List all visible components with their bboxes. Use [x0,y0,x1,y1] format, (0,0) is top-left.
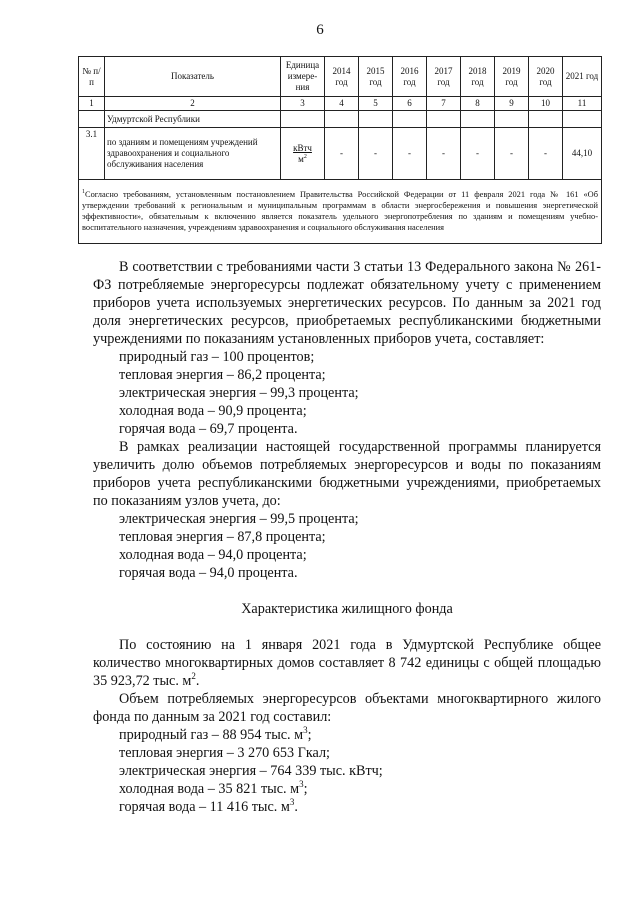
list-item: электрическая энергия – 99,3 процента; [119,385,359,401]
column-number: 10 [529,97,563,111]
table-footnote-row [79,180,602,244]
paragraph-housing [93,636,601,690]
list-item-text: тепловая энергия – 3 270 653 Гкал; [119,745,330,761]
list-item: природный газ – 100 процентов; [119,349,315,365]
table-section-row [79,111,602,128]
list-item: горячая вода – 94,0 процента. [119,565,298,581]
unit-denominator: м [298,153,304,164]
column-number: 2 [105,97,281,111]
volume-sup: 3 [289,797,295,807]
row-num: 3.1 [79,128,105,180]
column-number: 6 [393,97,427,111]
list-item: холодная вода – 94,0 процента; [119,547,307,563]
unit-numerator: кВтч [293,142,312,153]
column-numbers-row [79,97,602,111]
empty-cell [281,111,325,128]
section-title: Удмуртской Республики [105,111,281,128]
row-value: - [325,128,359,180]
empty-cell [495,111,529,128]
spacer [93,582,601,600]
body-text [93,258,601,816]
table-row [79,128,602,180]
header-year: 2017 год [427,57,461,97]
row-value: - [495,128,529,180]
paragraph-metering: В соответствии с требованиями части 3 статьи 13 Федерального закона № 261-ФЗ потребляемые энергоресурсы подлежат обязательному учету с применением приборов учета используемых энергетических ресурсов. По данным за 2021 год доля энергетических ресурсов, приобретаемых республиканскими бюджетными учреждениями по показаниям установленных приборов учета, составляет: [93,259,601,347]
column-number: 9 [495,97,529,111]
header-year: 2015 год [359,57,393,97]
empty-cell [325,111,359,128]
row-value: - [393,128,427,180]
indicators-table [78,56,602,244]
column-number: 8 [461,97,495,111]
list-item: тепловая энергия – 87,8 процента; [119,529,326,545]
row-unit [281,128,325,180]
list-item-text: холодная вода – 35 821 тыс. м [119,781,300,797]
list-item: электрическая энергия – 99,5 процента; [119,511,359,527]
empty-cell [563,111,602,128]
section-num-cell [79,111,105,128]
header-year: 2021 год [563,57,602,97]
column-number: 4 [325,97,359,111]
spacer [93,618,601,636]
list-item-end: ; [303,781,308,797]
column-number: 11 [563,97,602,111]
row-value: - [529,128,563,180]
column-number: 3 [281,97,325,111]
housing-text: По состоянию на 1 января 2021 года в Удмуртской Республике общее количество многоквартирных домов составляет 8 742 единицы с общей площадью 35 923,72 тыс. м [93,637,601,689]
list-item: тепловая энергия – 86,2 процента; [119,367,326,383]
list-item-text: электрическая энергия – 764 339 тыс. кВтч; [119,763,383,779]
list-item [93,744,601,762]
page-number: 6 [316,22,324,38]
list-item [93,726,601,744]
header-year: 2019 год [495,57,529,97]
area-sup: 2 [191,671,196,681]
housing-end: . [195,673,200,689]
empty-cell [529,111,563,128]
list-item-text: горячая вода – 11 416 тыс. м [119,799,290,815]
row-value: 44,10 [563,128,602,180]
footnote-text: Согласно требованиям, установленным постановлением Правительства Российской Федерации от 11 февраля 2021 года № 161 «Об утверждении требований к региональным и муниципальным программам в области энергосбережения и повышения энергетической эффективности», обязательным к включению является показатель удельного энергопотребления по зданиям и помещениям учебно-воспитательного назначения, учреждениям здравоохранения и социального обслуживания населения [82,189,598,233]
row-value: - [427,128,461,180]
list-item: холодная вода – 90,9 процента; [119,403,307,419]
row-indicator: по зданиям и помещениям учреждений здравоохранения и социального обслуживания населения [105,128,281,180]
header-year: 2016 год [393,57,427,97]
empty-cell [427,111,461,128]
empty-cell [359,111,393,128]
header-year: 2014 год [325,57,359,97]
list-item: горячая вода – 69,7 процента. [119,421,298,437]
column-number: 5 [359,97,393,111]
volume-sup: 3 [299,779,304,789]
paragraph-program: В рамках реализации настоящей государственной программы планируется увеличить долю объемов потребляемых энергоресурсов и воды по показаниям приборов учета республиканскими бюджетными учреждениями, приобретаемых по показаниям узлов учета, до: [93,439,601,509]
header-indicator: Показатель [105,57,281,97]
header-num: № п/п [79,57,105,97]
paragraph-consumption: Объем потребляемых энергоресурсов объектами многоквартирного жилого фонда по данным за 2021 год составил: [93,691,601,725]
list-item [93,762,601,780]
column-number: 1 [79,97,105,111]
column-number: 7 [427,97,461,111]
list-item-text: природный газ – 88 954 тыс. м [119,727,304,743]
footnote-mark: 1 [82,189,85,196]
header-year: 2020 год [529,57,563,97]
table-footnote [79,180,602,244]
list-item-end: ; [307,727,312,743]
row-value: - [359,128,393,180]
unit-sup: 2 [303,153,307,160]
empty-cell [393,111,427,128]
list-item [93,780,601,798]
empty-cell [461,111,495,128]
table-header-row [79,57,602,97]
list-item-end: . [294,799,298,815]
volume-sup: 3 [303,725,308,735]
row-value: - [461,128,495,180]
header-unit: Единица измере-ния [281,57,325,97]
section-heading: Характеристика жилищного фонда [241,601,453,617]
list-item [93,798,601,816]
header-year: 2018 год [461,57,495,97]
